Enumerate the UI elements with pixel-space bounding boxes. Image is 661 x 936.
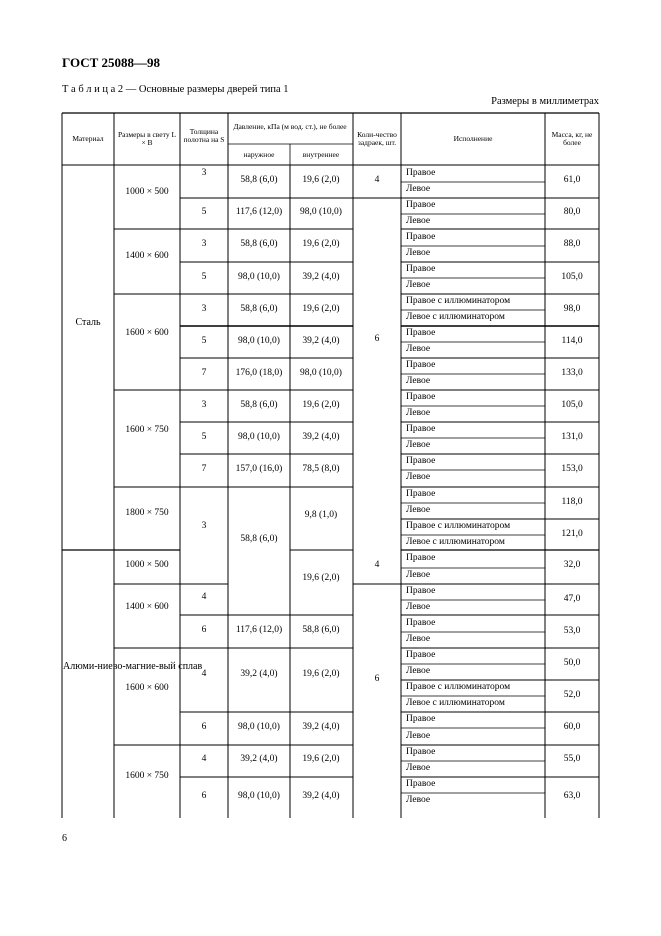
outer-pressure-cell: 58,8 (6,0) [240,304,278,314]
variant-cell: Правое [406,618,436,628]
outer-pressure-cell: 58,8 (6,0) [240,239,278,249]
mass-cell: 114,0 [561,336,583,346]
material-steel: Сталь [75,316,101,328]
outer-pressure-cell: 39,2 (4,0) [240,669,278,679]
outer-pressure-cell: 98,0 (10,0) [238,336,280,346]
thickness-cell: 6 [201,791,207,801]
inner-pressure-cell: 19,6 (2,0) [302,400,340,410]
inner-pressure-cell: 19,6 (2,0) [302,175,340,185]
outer-pressure-cell: 39,2 (4,0) [240,754,278,764]
outer-pressure-cell: 58,8 (6,0) [240,534,278,544]
page-number: 6 [62,833,67,844]
mass-cell: 63,0 [563,791,581,801]
mass-cell: 98,0 [563,304,581,314]
variant-cell: Правое [406,650,436,660]
variant-cell: Правое [406,264,436,274]
variant-cell: Правое [406,553,436,563]
mass-cell: 88,0 [563,239,581,249]
inner-pressure-cell: 39,2 (4,0) [302,722,340,732]
thickness-cell: 4 [201,669,207,679]
header-mass: Масса, кг, не более [551,129,593,148]
variant-cell: Левое [406,280,431,290]
document-header: ГОСТ 25088—98 [62,55,161,70]
mass-cell: 118,0 [561,497,583,507]
variant-cell: Правое [406,714,436,724]
outer-pressure-cell: 98,0 (10,0) [238,272,280,282]
variant-cell: Правое с иллюминатором [406,682,511,692]
inner-pressure-cell: 98,0 (10,0) [300,368,342,378]
outer-pressure-cell: 98,0 (10,0) [238,791,280,801]
size-cell: 1600 × 750 [125,771,169,781]
thickness-cell: 5 [201,432,207,442]
inner-pressure-cell: 19,6 (2,0) [302,573,340,583]
thickness-cell: 3 [201,400,207,410]
units-note: Размеры в миллиметрах [491,96,599,107]
header-size: Размеры в свету L × B [117,129,177,148]
thickness-cell: 3 [201,239,207,249]
variant-cell: Правое [406,779,436,789]
inner-pressure-cell: 39,2 (4,0) [302,336,340,346]
latches-cell: 6 [374,334,380,344]
variant-cell: Левое [406,344,431,354]
variant-cell: Правое [406,456,436,466]
variant-cell: Левое [406,472,431,482]
header-latches: Коли-чество задраек, шт. [357,129,397,148]
thickness-cell: 4 [201,754,207,764]
variant-cell: Левое [406,666,431,676]
size-cell: 1600 × 750 [125,425,169,435]
mass-cell: 32,0 [563,560,581,570]
mass-cell: 52,0 [563,690,581,700]
variant-cell: Правое [406,360,436,370]
variant-cell: Правое [406,747,436,757]
mass-cell: 60,0 [563,722,581,732]
header-outer: наружное [243,149,275,159]
thickness-cell: 4 [201,592,207,602]
size-cell: 1600 × 600 [125,328,169,338]
variant-cell: Левое [406,763,431,773]
inner-pressure-cell: 98,0 (10,0) [300,207,342,217]
mass-cell: 47,0 [563,594,581,604]
size-cell: 1400 × 600 [125,251,169,261]
variant-cell: Левое [406,731,431,741]
mass-cell: 50,0 [563,658,581,668]
thickness-cell: 3 [201,304,207,314]
mass-cell: 105,0 [561,272,583,282]
mass-cell: 55,0 [563,754,581,764]
variant-cell: Левое [406,634,431,644]
variant-cell: Левое [406,248,431,258]
variant-cell: Правое [406,586,436,596]
thickness-cell: 5 [201,207,207,217]
variant-cell: Левое [406,376,431,386]
variant-cell: Левое с иллюминатором [406,537,505,547]
variant-cell: Левое [406,440,431,450]
outer-pressure-cell: 176,0 (18,0) [235,368,283,378]
variant-cell: Левое [406,602,431,612]
outer-pressure-cell: 117,6 (12,0) [235,625,283,635]
thickness-cell: 7 [201,368,207,378]
header-variant: Исполнение [453,133,493,143]
header-pressure: Давление, кПа (м вод. ст.), не более [233,121,347,131]
variant-cell: Правое с иллюминатором [406,521,511,531]
outer-pressure-cell: 58,8 (6,0) [240,175,278,185]
variant-cell: Левое [406,570,431,580]
thickness-cell: 3 [201,168,207,178]
header-inner: внутреннее [302,149,340,159]
inner-pressure-cell: 58,8 (6,0) [302,625,340,635]
inner-pressure-cell: 39,2 (4,0) [302,272,340,282]
mass-cell: 61,0 [563,175,581,185]
inner-pressure-cell: 39,2 (4,0) [302,791,340,801]
header-material: Материал [72,133,104,143]
thickness-cell: 3 [201,521,207,531]
variant-cell: Левое с иллюминатором [406,698,505,708]
thickness-cell: 5 [201,272,207,282]
variant-cell: Левое [406,408,431,418]
variant-cell: Левое [406,216,431,226]
outer-pressure-cell: 58,8 (6,0) [240,400,278,410]
size-cell: 1600 × 600 [125,683,169,693]
size-cell: 1000 × 500 [125,187,169,197]
variant-cell: Левое [406,505,431,515]
mass-cell: 80,0 [563,207,581,217]
outer-pressure-cell: 98,0 (10,0) [238,722,280,732]
thickness-cell: 6 [201,625,207,635]
size-cell: 1000 × 500 [125,560,169,570]
variant-cell: Правое [406,232,436,242]
inner-pressure-cell: 39,2 (4,0) [302,432,340,442]
thickness-cell: 7 [201,464,207,474]
latches-cell: 6 [374,674,380,684]
variant-cell: Правое [406,424,436,434]
variant-cell: Правое [406,200,436,210]
thickness-cell: 6 [201,722,207,732]
variant-cell: Левое с иллюминатором [406,312,505,322]
latches-cell: 4 [374,560,380,570]
header-thickness: Толщина полотна на S [183,126,225,145]
variant-cell: Левое [406,184,431,194]
size-cell: 1400 × 600 [125,602,169,612]
variant-cell: Правое [406,328,436,338]
outer-pressure-cell: 98,0 (10,0) [238,432,280,442]
outer-pressure-cell: 117,6 (12,0) [235,207,283,217]
mass-cell: 131,0 [561,432,583,442]
variant-cell: Правое [406,489,436,499]
variant-cell: Правое [406,392,436,402]
outer-pressure-cell: 157,0 (16,0) [235,464,283,474]
mass-cell: 133,0 [561,368,583,378]
inner-pressure-cell: 9,8 (1,0) [304,510,338,520]
table-caption: Т а б л и ц а 2 — Основные размеры дверей типа 1 [62,84,289,95]
inner-pressure-cell: 19,6 (2,0) [302,669,340,679]
inner-pressure-cell: 78,5 (8,0) [302,464,340,474]
mass-cell: 53,0 [563,626,581,636]
inner-pressure-cell: 19,6 (2,0) [302,239,340,249]
size-cell: 1800 × 750 [125,508,169,518]
thickness-cell: 5 [201,336,207,346]
mass-cell: 153,0 [561,464,583,474]
inner-pressure-cell: 19,6 (2,0) [302,304,340,314]
mass-cell: 121,0 [561,529,583,539]
inner-pressure-cell: 19,6 (2,0) [302,754,340,764]
latches-cell: 4 [374,175,380,185]
variant-cell: Левое [406,795,431,805]
mass-cell: 105,0 [561,400,583,410]
variant-cell: Правое [406,168,436,178]
variant-cell: Правое с иллюминатором [406,296,511,306]
material-alloy: Алюми-ниево-магние-вый сплав [63,660,203,672]
